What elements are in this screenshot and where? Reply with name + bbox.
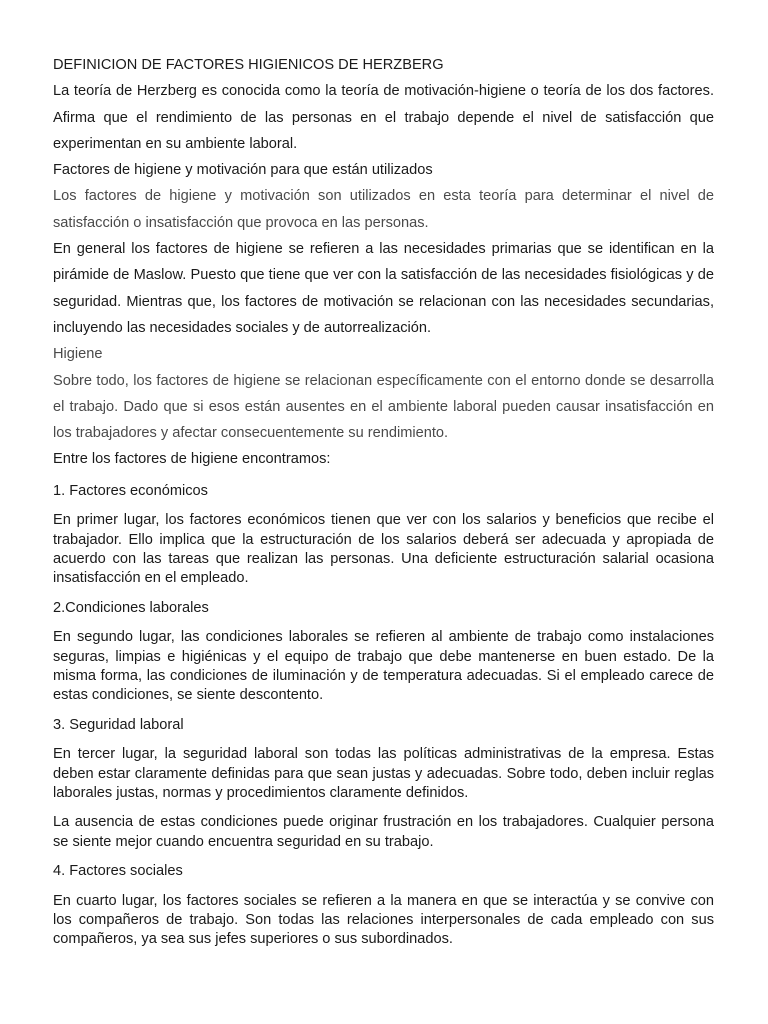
section-paragraph-security: En tercer lugar, la seguridad laboral son todas las políticas administrativas de la empresa. Estas deben estar claramente definidas para que sean justas y adecuadas. Sobre todo, deben incluir reglas laborales justas, normas y procedimientos claramente definidos.: [53, 746, 714, 802]
section-heading-economic: 1. Factores económicos: [53, 482, 208, 499]
document-body: [53, 52, 714, 950]
section-paragraph-conditions: En segundo lugar, las condiciones laborales se refieren al ambiente de trabajo como instalaciones seguras, limpias e higiénicas y el equipo de trabajo que debe mantenerse en buen estado. De la misma forma, las condiciones de iluminación y de temperatura adecuadas. Si el empleado carece de estas condiciones, se siente descontento.: [53, 629, 714, 704]
intro-paragraph: La teoría de Herzberg es conocida como la teoría de motivación-higiene o teoría de los dos factores. Afirma que el rendimiento de las personas en el trabajo depende el nivel de satisfacción que experimentan en su ambiente laboral.: [53, 83, 714, 152]
general-paragraph: En general los factores de higiene se refieren a las necesidades primarias que se identifican en la pirámide de Maslow. Puesto que tiene que ver con la satisfacción de las necesidades fisiológicas y de seguridad. Mientras que, los factores de motivación se relacionan con las necesidades secundarias, incluyendo las necesidades sociales y de autorrealización.: [53, 241, 714, 336]
usage-paragraph: Los factores de higiene y motivación son utilizados en esta teoría para determinar el nivel de satisfacción o insatisfacción que provoca en las personas.: [53, 188, 714, 231]
section-paragraph-economic: En primer lugar, los factores económicos tienen que ver con los salarios y beneficios que recibe el trabajador. Ello implica que la estructuración de los salarios deberá ser adecuada y apropiada de acuerdo con las tareas que realizan las personas. Una deficiente estructuración salarial ocasiona insatisfacción en el empleado.: [53, 512, 714, 587]
list-intro: Entre los factores de higiene encontramos:: [53, 451, 331, 468]
section-heading-conditions: 2.Condiciones laborales: [53, 599, 209, 616]
section-heading-social: 4. Factores sociales: [53, 863, 183, 880]
usage-heading: Factores de higiene y motivación para que están utilizados: [53, 162, 433, 179]
section-heading-security: 3. Seguridad laboral: [53, 716, 184, 733]
document-title: DEFINICION DE FACTORES HIGIENICOS DE HERZBERG: [53, 57, 444, 73]
hygiene-paragraph: Sobre todo, los factores de higiene se relacionan específicamente con el entorno donde se desarrolla el trabajo. Dado que si esos están ausentes en el ambiente laboral pueden causar insatisfacción en los trabajadores y afectar consecuentemente su rendimiento.: [53, 372, 714, 442]
section-paragraph-social: En cuarto lugar, los factores sociales se refieren a la manera en que se interactúa y se convive con los compañeros de trabajo. Son todas las relaciones interpersonales de cada empleado con sus compañeros, ya sea sus jefes superiores o sus subordinados.: [53, 892, 714, 948]
section-paragraph-security-2: La ausencia de estas condiciones puede originar frustración en los trabajadores. Cualquier persona se siente mejor cuando encuentra seguridad en su trabajo.: [53, 814, 714, 850]
hygiene-heading: Higiene: [53, 346, 103, 363]
